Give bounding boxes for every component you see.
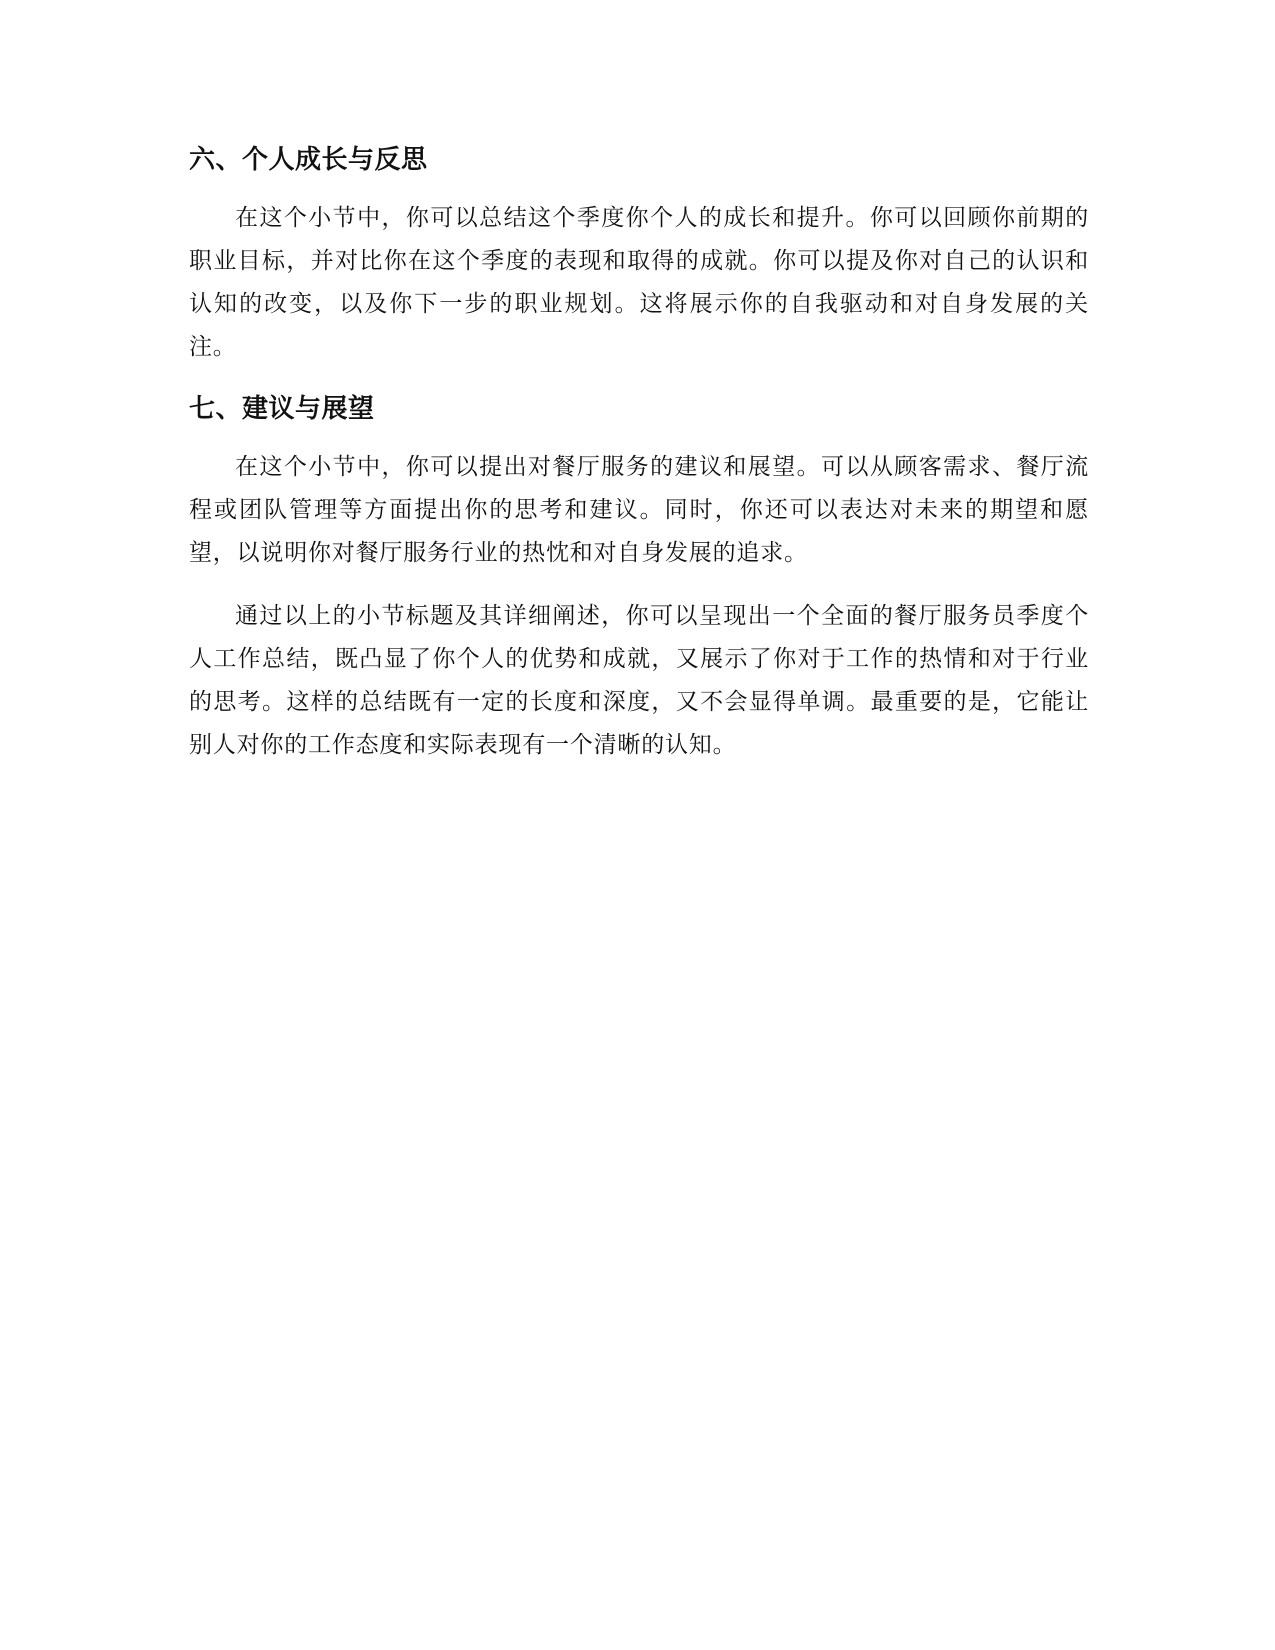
- paragraph-suggestions: 在这个小节中，你可以提出对餐厅服务的建议和展望。可以从顾客需求、餐厅流程或团队管理等方面提出你的思考和建议。同时，你还可以表达对未来的期望和愿望，以说明你对餐厅服务行业的热忱和对自身发展的追求。: [189, 454, 1089, 566]
- section-heading-personal-growth: 六、个人成长与反思: [189, 145, 428, 175]
- section-heading-suggestions-outlook: 七、建议与展望: [189, 394, 375, 424]
- paragraph-personal-growth: 在这个小节中，你可以总结这个季度你个人的成长和提升。你可以回顾你前期的职业目标，并对比你在这个季度的表现和取得的成就。你可以提及你对自己的认识和认知的改变，以及你下一步的职业规划。这将展示你的自我驱动和对自身发展的关注。: [189, 205, 1089, 360]
- paragraph-conclusion: 通过以上的小节标题及其详细阐述，你可以呈现出一个全面的餐厅服务员季度个人工作总结，既凸显了你个人的优势和成就，又展示了你对于工作的热情和对于行业的思考。这样的总结既有一定的长度和深度，又不会显得单调。最重要的是，它能让别人对你的工作态度和实际表现有一个清晰的认知。: [189, 603, 1089, 758]
- document-page: [189, 140, 1089, 767]
